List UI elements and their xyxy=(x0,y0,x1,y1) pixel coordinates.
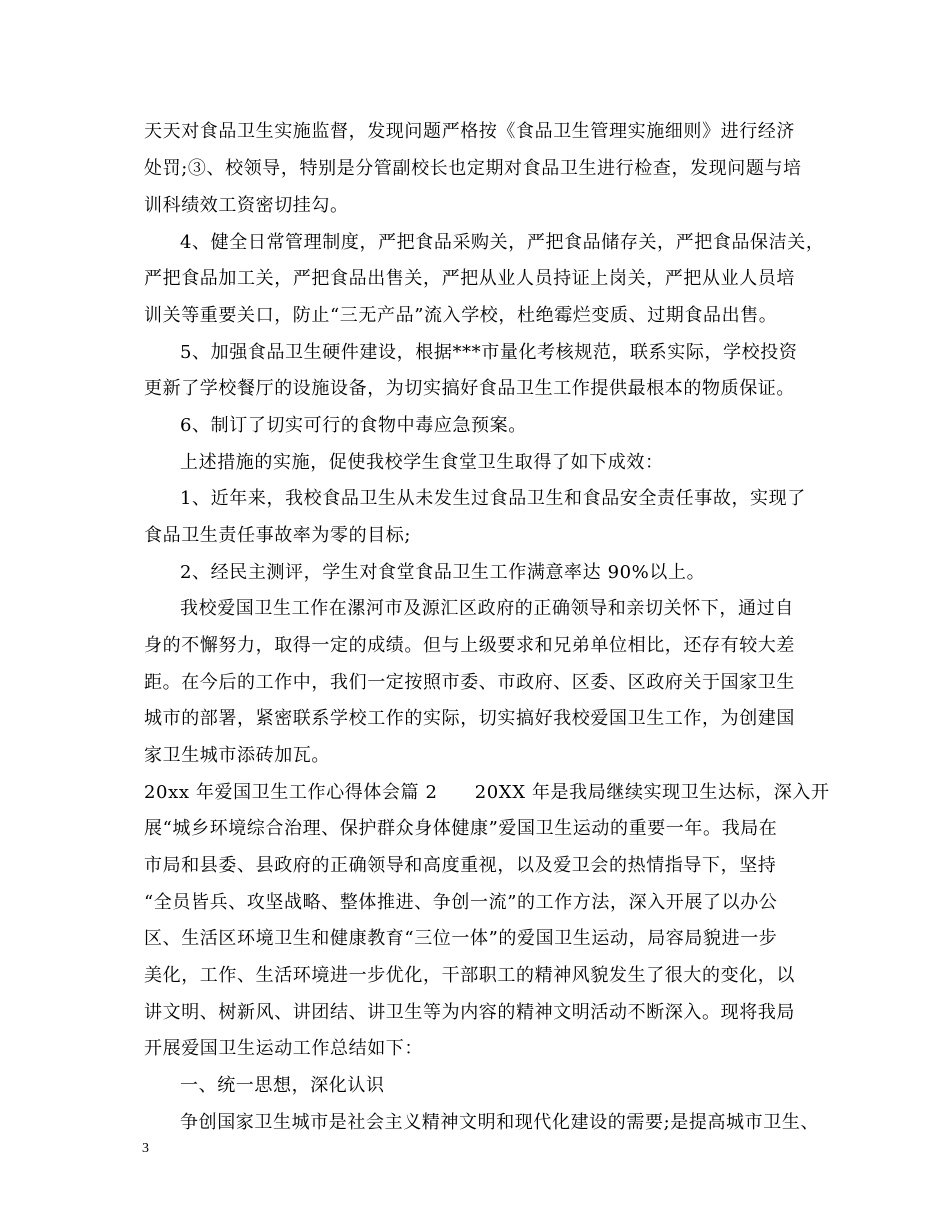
text-line: 家卫生城市添砖加瓦。 xyxy=(144,745,330,766)
text-line: 训科绩效工资密切挂勾。 xyxy=(144,195,349,216)
text-line: 争创国家卫生城市是社会主义精神文明和现代化建设的需要;是提高城市卫生、 xyxy=(180,1112,820,1133)
text-line: 训关等重要关口，防止“三无产品”流入学校，杜绝霉烂变质、过期食品出售。 xyxy=(144,305,778,326)
text-line: 上述措施的实施，促使我校学生食堂卫生取得了如下成效： xyxy=(180,452,664,473)
page-number: 3 xyxy=(142,1141,149,1156)
text-line: 5、加强食品卫生硬件建设，根据***市量化考核规范，联系实际，学校投资 xyxy=(180,342,798,363)
text-line: 身的不懈努力，取得一定的成绩。但与上级要求和兄弟单位相比，还存有较大差 xyxy=(144,635,795,656)
text-line: “全员皆兵、攻坚战略、整体推进、争创一流”的工作方法，深入开展了以办公 xyxy=(144,892,778,913)
text-line: 城市的部署，紧密联系学校工作的实际，切实搞好我校爱国卫生工作，为创建国 xyxy=(144,708,795,729)
text-line: 讲文明、树新风、讲团结、讲卫生等为内容的精神文明活动不断深入。现将我局 xyxy=(144,1002,795,1023)
text-line: 距。在今后的工作中，我们一定按照市委、市政府、区委、区政府关于国家卫生 xyxy=(144,672,795,693)
text-line: 天天对食品卫生实施监督，发现问题严格按《食品卫生管理实施细则》进行经济 xyxy=(144,121,795,142)
text-line: 1、近年来，我校食品卫生从未发生过食品卫生和食品安全责任事故，实现了 xyxy=(180,488,806,509)
section-heading: 一、统一思想，深化认识 xyxy=(180,1075,385,1096)
text-line: 4、健全日常管理制度，严把食品采购关，严把食品储存关，严把食品保洁关， xyxy=(180,232,825,253)
text-line: 美化，工作、生活环境进一步优化，干部职工的精神风貌发生了很大的变化，以 xyxy=(144,965,795,986)
text-line: 2、经民主测评，学生对食堂食品卫生工作满意率达 90%以上。 xyxy=(180,562,706,583)
text-line: 更新了学校餐厅的设施设备，为切实搞好食品卫生工作提供最根本的物质保证。 xyxy=(144,378,795,399)
text-line: 6、制订了切实可行的食物中毒应急预案。 xyxy=(180,415,527,436)
text-line: 20xx 年爱国卫生工作心得体会篇 2 20XX 年是我局继续实现卫生达标，深入开 xyxy=(144,782,830,803)
text-line: 区、生活区环境卫生和健康教育“三位一体”的爱国卫生运动，局容局貌进一步 xyxy=(144,928,778,949)
text-line: 我校爱国卫生工作在漯河市及源汇区政府的正确领导和亲切关怀下，通过自 xyxy=(180,598,794,619)
text-line: 严把食品加工关，严把食品出售关，严把从业人员持证上岗关，严把从业人员培 xyxy=(144,268,795,289)
text-line: 市局和县委、县政府的正确领导和高度重视，以及爱卫会的热情指导下，坚持 xyxy=(144,855,777,876)
text-line: 开展爱国卫生运动工作总结如下： xyxy=(144,1038,423,1059)
text-line: 处罚;③、校领导，特别是分管副校长也定期对食品卫生进行检查，发现问题与培 xyxy=(144,158,802,179)
text-line: 食品卫生责任事故率为零的目标; xyxy=(144,525,412,546)
text-line: 展“城乡环境综合治理、保护群众身体健康”爱国卫生运动的重要一年。我局在 xyxy=(144,818,778,839)
